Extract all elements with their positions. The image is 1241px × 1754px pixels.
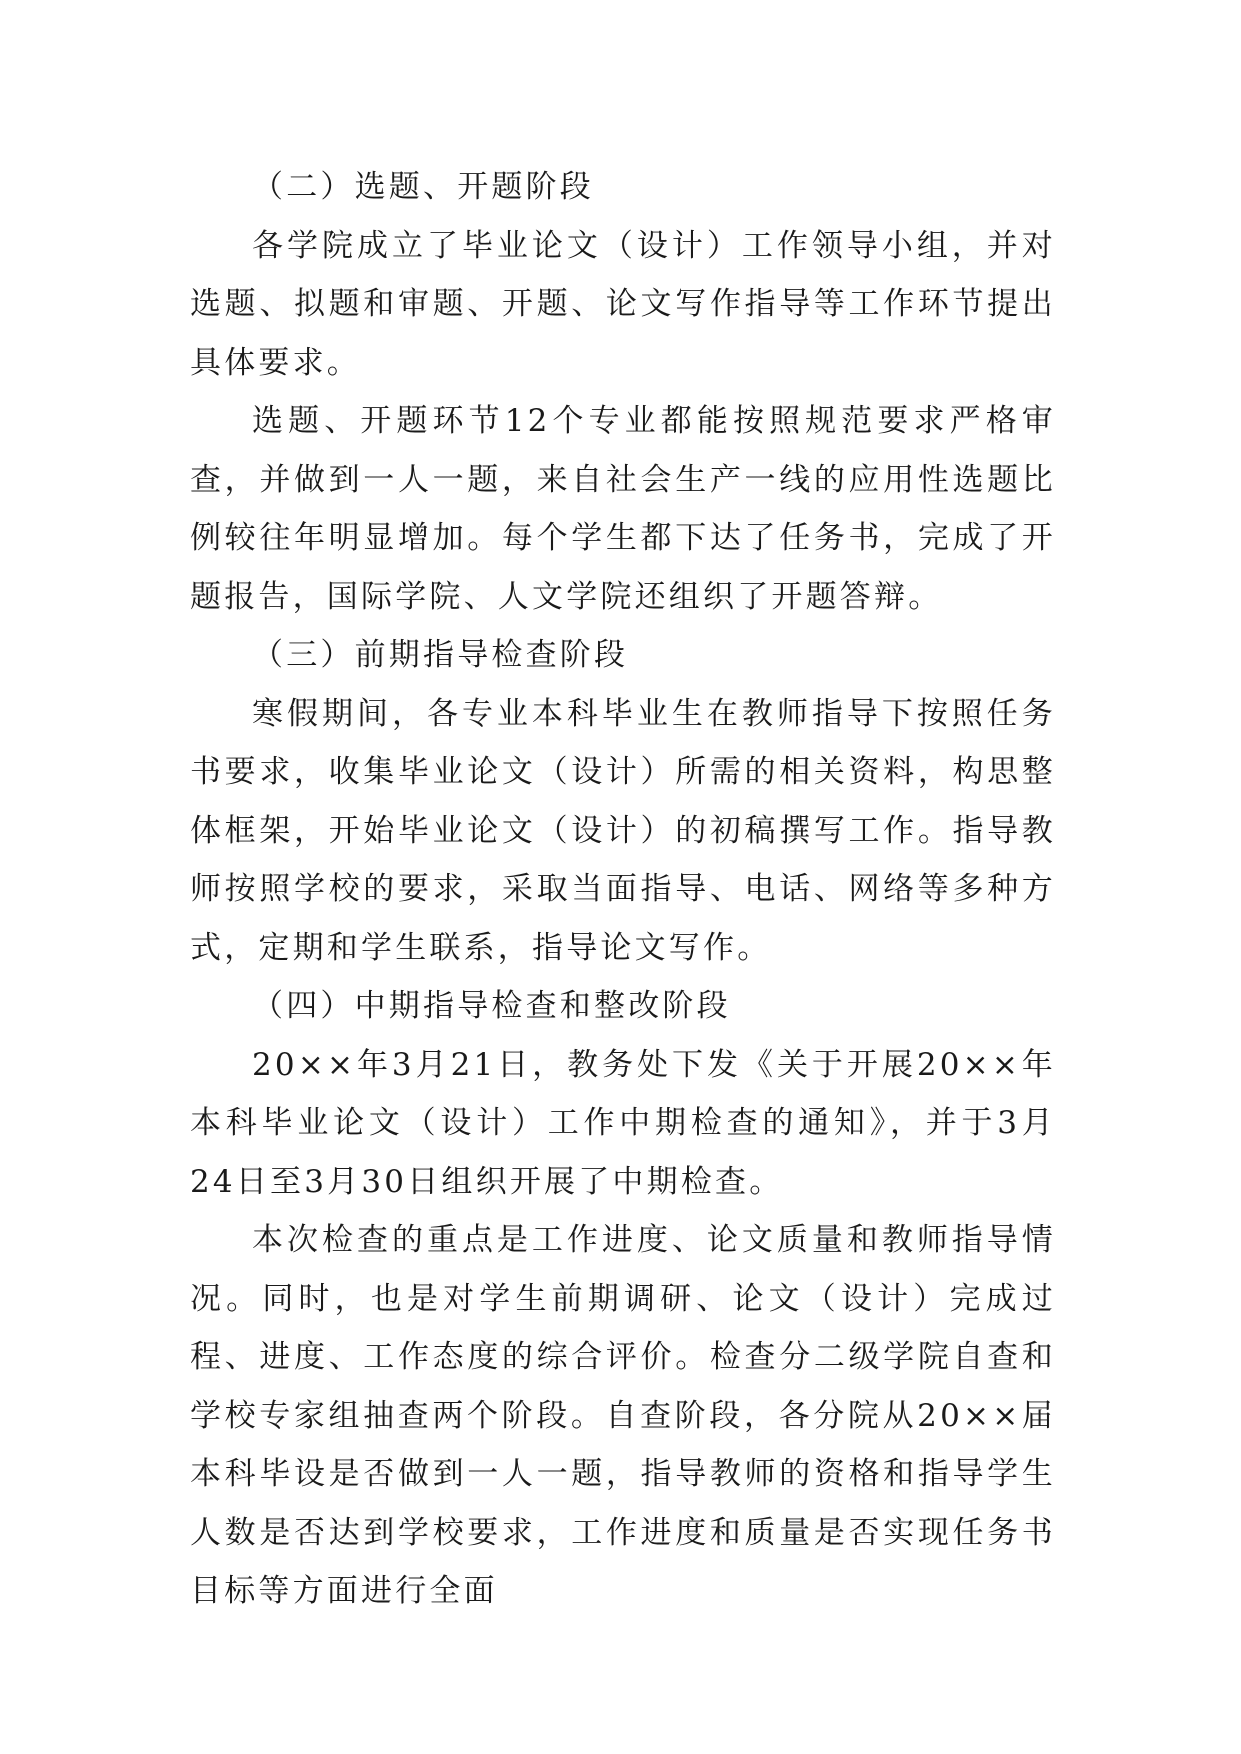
- paragraph: 本次检查的重点是工作进度、论文质量和教师指导情况。同时，也是对学生前期调研、论文（设计）完成过程、进度、工作态度的综合评价。检查分二级学院自查和学校专家组抽查两个阶段。自查阶段，各分院从20××届本科毕设是否做到一人一题，指导教师的资格和指导学生人数是否达到学校要求，工作进度和质量是否实现任务书目标等方面进行全面: [190, 1222, 1056, 1609]
- paragraph: 寒假期间，各专业本科毕业生在教师指导下按照任务书要求，收集毕业论文（设计）所需的相关资料，构思整体框架，开始毕业论文（设计）的初稿撰写工作。指导教师按照学校的要求，采取当面指导、电话、网络等多种方式，定期和学生联系，指导论文写作。: [190, 695, 1056, 966]
- paragraph: 选题、开题环节12个专业都能按照规范要求严格审查，并做到一人一题，来自社会生产一线的应用性选题比例较往年明显增加。每个学生都下达了任务书，完成了开题报告，国际学院、人文学院还组织了开题答辩。: [190, 403, 1056, 615]
- paragraph: 各学院成立了毕业论文（设计）工作领导小组，并对选题、拟题和审题、开题、论文写作指导等工作环节提出具体要求。: [190, 227, 1056, 381]
- section-heading-4: （四）中期指导检查和整改阶段: [252, 988, 731, 1024]
- section-heading-3: （三）前期指导检查阶段: [252, 637, 629, 673]
- section-heading-2: （二）选题、开题阶段: [252, 169, 594, 205]
- document-body: [190, 158, 1056, 1621]
- paragraph: 20××年3月21日，教务处下发《关于开展20××年本科毕业论文（设计）工作中期检查的通知》，并于3月24日至3月30日组织开展了中期检查。: [190, 1046, 1056, 1200]
